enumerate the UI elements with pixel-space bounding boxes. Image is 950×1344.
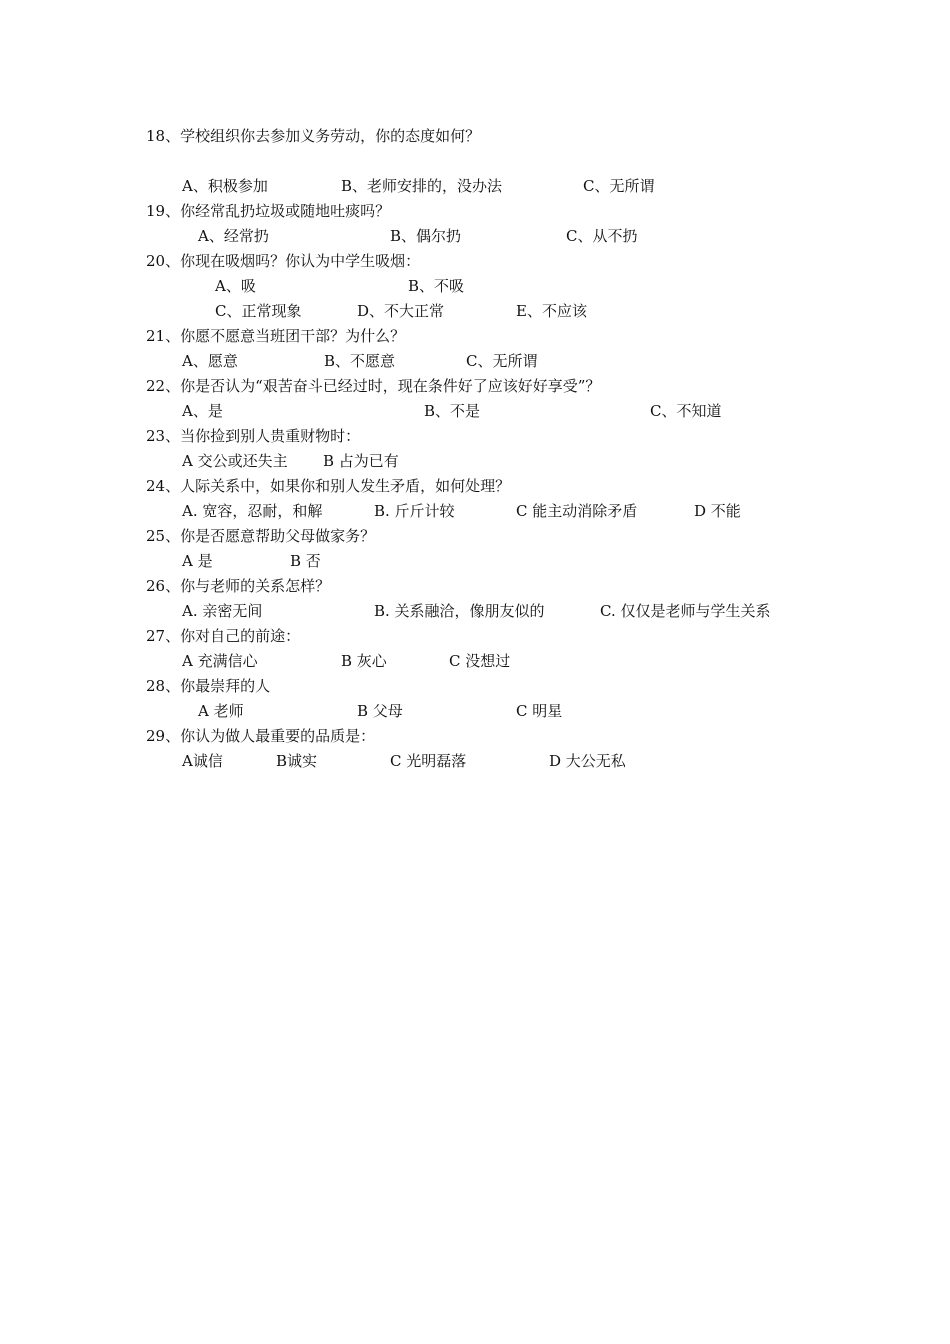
option: A. 亲密无间 (182, 602, 263, 620)
option: A、积极参加 (182, 177, 268, 195)
option: B、不是 (424, 402, 481, 420)
question-18: 18、学校组织你去参加义务劳动，你的态度如何？ (146, 127, 481, 145)
option: B、偶尔扔 (390, 227, 462, 245)
question-22: 22、你是否认为“艰苦奋斗已经过时，现在条件好了应该好好享受”？ (146, 377, 601, 395)
option: A 交公或还失主 (182, 452, 288, 470)
question-26: 26、你与老师的关系怎样？ (146, 577, 331, 595)
option: A 老师 (198, 702, 244, 720)
option: A、愿意 (182, 352, 238, 370)
question-24: 24、人际关系中，如果你和别人发生矛盾，如何处理？ (146, 477, 511, 495)
option: A、经常扔 (198, 227, 269, 245)
option: D 不能 (694, 502, 741, 520)
option: A 充满信心 (182, 652, 258, 670)
option: B 否 (290, 552, 321, 570)
question-28: 28、你最崇拜的人 (146, 677, 271, 695)
option: C. 仅仅是老师与学生关系 (600, 602, 771, 620)
option: B诚实 (276, 752, 318, 770)
option: A 是 (182, 552, 213, 570)
option: D 大公无私 (549, 752, 626, 770)
option: C、正常现象 (215, 302, 302, 320)
option: B、不吸 (408, 277, 465, 295)
question-25: 25、你是否愿意帮助父母做家务？ (146, 527, 376, 545)
option: A、是 (182, 402, 223, 420)
option: D、不大正常 (357, 302, 445, 320)
option: C、从不扔 (566, 227, 638, 245)
option: A诚信 (182, 752, 223, 770)
question-21: 21、你愿不愿意当班团干部？为什么？ (146, 327, 406, 345)
option: C、不知道 (650, 402, 722, 420)
option: C、无所谓 (466, 352, 538, 370)
question-27: 27、你对自己的前途： (146, 627, 301, 645)
option: B 父母 (357, 702, 403, 720)
option: B. 斤斤计较 (374, 502, 455, 520)
question-23: 23、当你捡到别人贵重财物时： (146, 427, 361, 445)
option: E、不应该 (516, 302, 587, 320)
option: C 明星 (516, 702, 563, 720)
question-29: 29、你认为做人最重要的品质是： (146, 727, 376, 745)
question-19: 19、你经常乱扔垃圾或随地吐痰吗？ (146, 202, 391, 220)
option: C、无所谓 (583, 177, 655, 195)
option: B 灰心 (341, 652, 387, 670)
option: B、不愿意 (324, 352, 396, 370)
option: B 占为已有 (323, 452, 399, 470)
option: A. 宽容，忍耐，和解 (182, 502, 323, 520)
option: C 能主动消除矛盾 (516, 502, 638, 520)
option: C 光明磊落 (390, 752, 467, 770)
option: C 没想过 (449, 652, 511, 670)
option: B、老师安排的，没办法 (341, 177, 503, 195)
option: B. 关系融洽，像朋友似的 (374, 602, 545, 620)
question-20: 20、你现在吸烟吗？你认为中学生吸烟： (146, 252, 421, 270)
option: A、吸 (215, 277, 256, 295)
